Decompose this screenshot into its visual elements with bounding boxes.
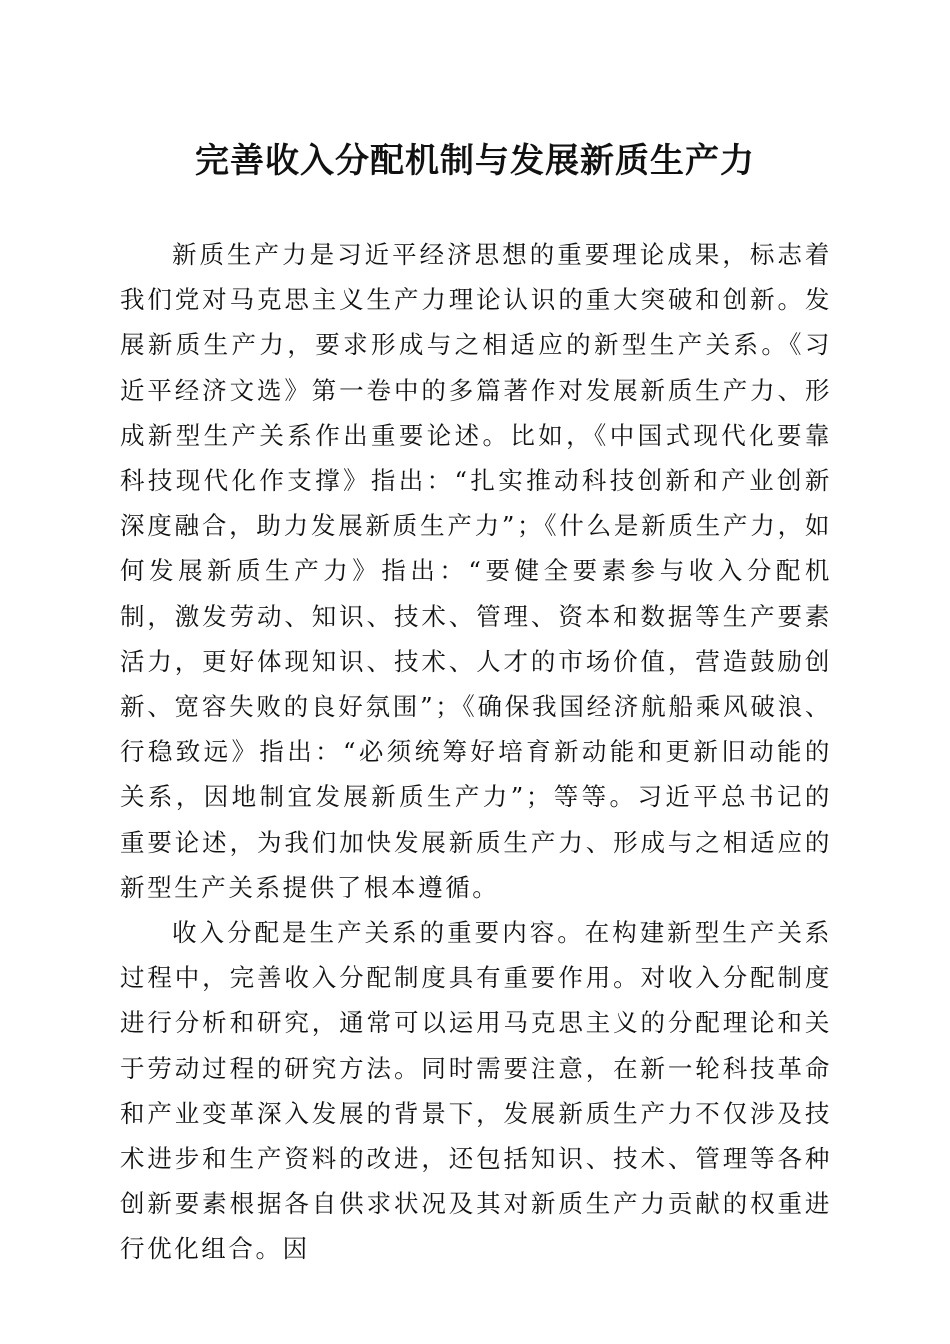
paragraph-2: 收入分配是生产关系的重要内容。在构建新型生产关系过程中，完善收入分配制度具有重要作用。对收入分配制度进行分析和研究，通常可以运用马克思主义的分配理论和关于劳动过程的研究方法。同时需要注意，在新一轮科技革命和产业变革深入发展的背景下，发展新质生产力不仅涉及技术进步和生产资料的改进，还包括知识、技术、管理等各种创新要素根据各自供求状况及其对新质生产力贡献的权重进行优化组合。因: [120, 918, 832, 1264]
paragraph-1: 新质生产力是习近平经济思想的重要理论成果，标志着我们党对马克思主义生产力理论认识的重大突破和创新。发展新质生产力，要求形成与之相适应的新型生产关系。《习近平经济文选》第一卷中的多篇著作对发展新质生产力、形成新型生产关系作出重要论述。比如，《中国式现代化要靠科技现代化作支撑》指出：“扎实推动科技创新和产业创新深度融合，助力发展新质生产力”；《什么是新质生产力，如何发展新质生产力》指出：“要健全要素参与收入分配机制，激发劳动、知识、技术、管理、资本和数据等生产要素活力，更好体现知识、技术、人才的市场价值，营造鼓励创新、宽容失败的良好氛围”；《确保我国经济航船乘风破浪、行稳致远》指出：“必须统筹好培育新动能和更新旧动能的关系，因地制宜发展新质生产力”；等等。习近平总书记的重要论述，为我们加快发展新质生产力、形成与之相适应的新型生产关系提供了根本遵循。: [120, 240, 832, 902]
document-title: 完善收入分配机制与发展新质生产力: [195, 141, 755, 181]
document-body: [120, 232, 832, 1272]
